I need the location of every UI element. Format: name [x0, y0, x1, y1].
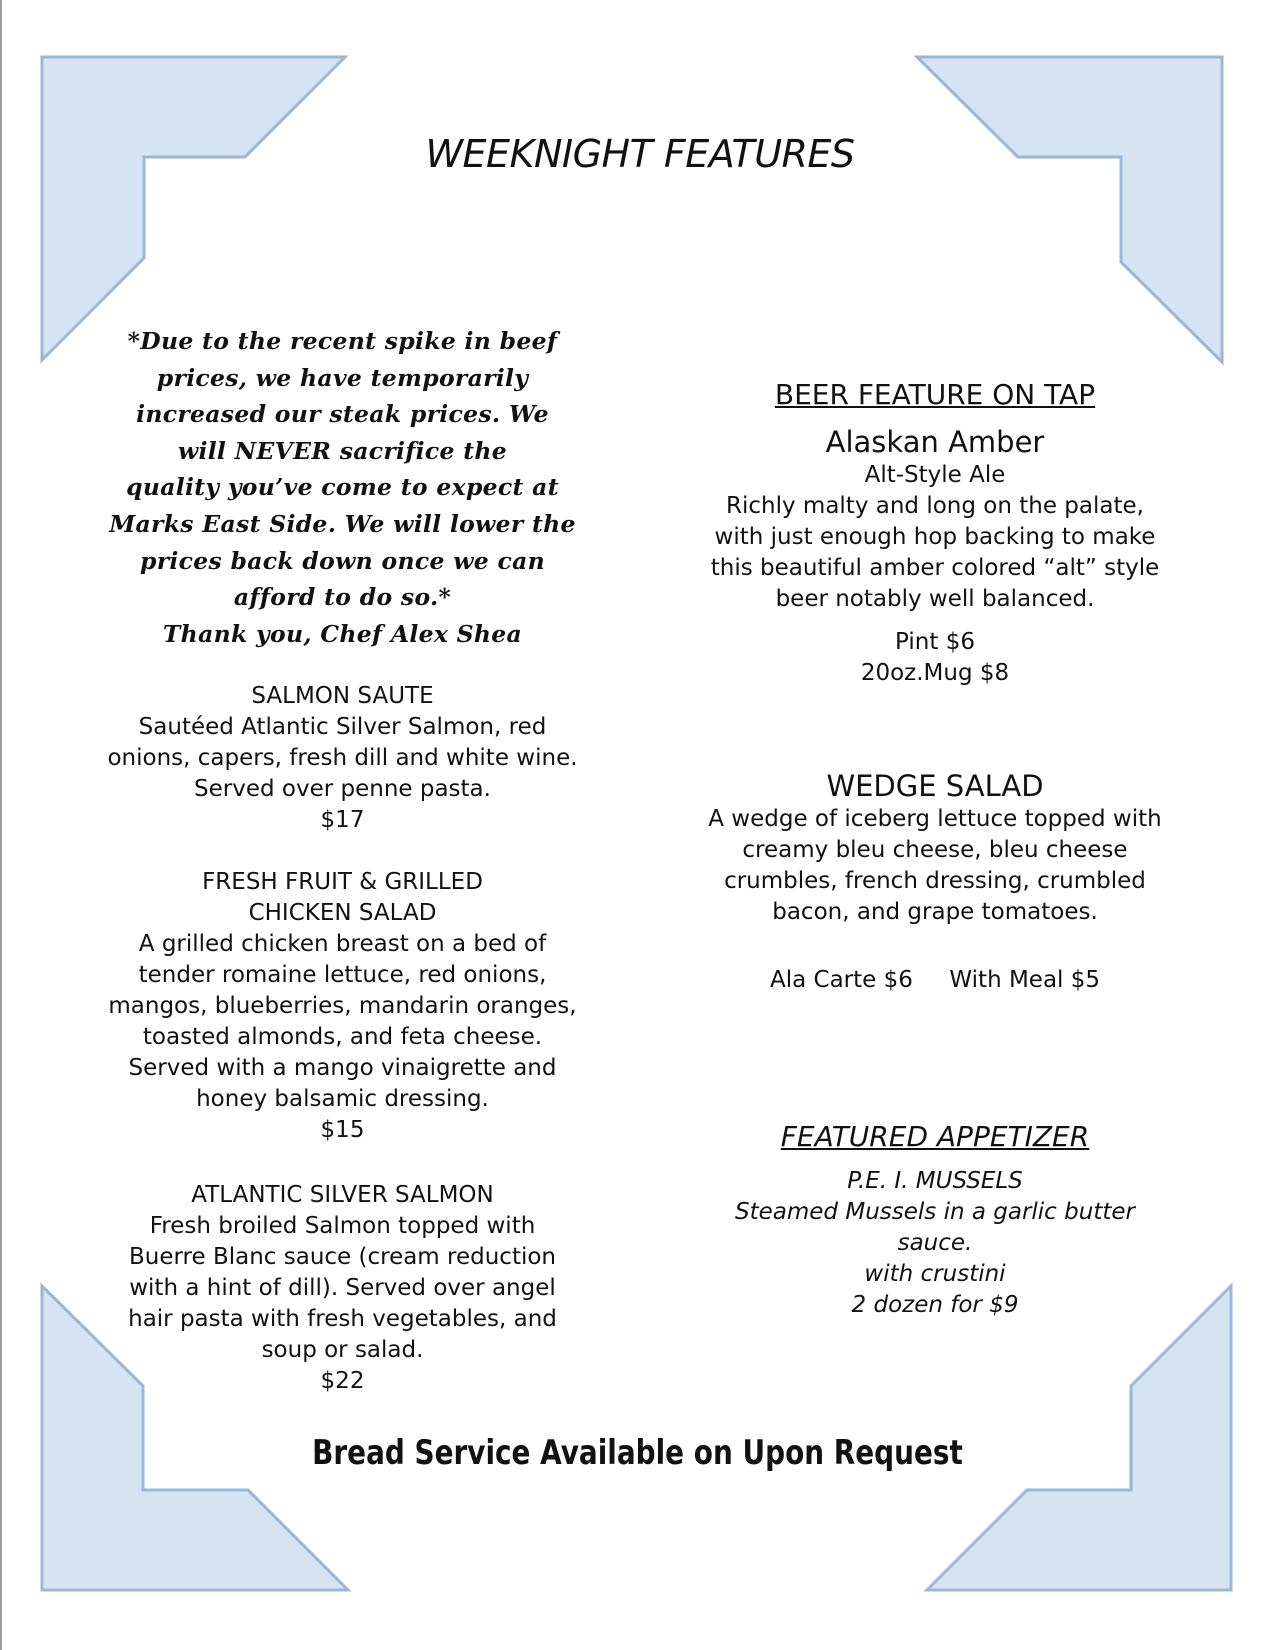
item-name: CHICKEN SALAD [248, 900, 437, 926]
item-desc-line: soup or salad. [261, 1337, 424, 1363]
beer-desc-line: beer notably well balanced. [775, 586, 1095, 612]
beer-heading: BEER FEATURE ON TAP [774, 378, 1096, 411]
item-name: SALMON SAUTE [251, 683, 434, 709]
appetizer-desc-line: sauce. [897, 1230, 973, 1256]
corner-top-right [917, 57, 1222, 362]
menu-item-salmon-saute [60, 681, 625, 836]
wedge-price-line: Ala Carte $6 With Meal $5 [769, 967, 1101, 993]
item-price: $22 [320, 1368, 365, 1394]
appetizer-name: P.E. I. MUSSELS [847, 1168, 1023, 1194]
item-desc-line: Sautéed Atlantic Silver Salmon, red [138, 714, 547, 740]
item-desc-line: onions, capers, fresh dill and white wine. [107, 745, 578, 771]
beer-style: Alt-Style Ale [864, 462, 1006, 488]
appetizer-price: 2 dozen for $9 [851, 1292, 1019, 1318]
item-desc-line: with a hint of dill). Served over angel [129, 1275, 556, 1301]
wedge-desc-line: creamy bleu cheese, bleu cheese [742, 837, 1128, 863]
notice-line: will NEVER sacrifice the [177, 436, 508, 465]
notice-line: prices, we have temporarily [156, 363, 529, 392]
item-desc-line: Buerre Blanc sauce (cream reduction [128, 1244, 557, 1270]
beer-desc-line: this beautiful amber colored “alt” style [710, 555, 1160, 581]
notice-line: afford to do so.* [233, 583, 452, 612]
bread-service-footer: Bread Service Available on Upon Request [312, 1433, 963, 1473]
beer-name: Alaskan Amber [825, 425, 1045, 459]
menu-item-atlantic-silver-salmon [60, 1180, 625, 1397]
item-name: FRESH FRUIT & GRILLED [202, 869, 483, 895]
corner-top-left [42, 57, 345, 360]
appetizer-desc-line: with crustini [864, 1261, 1006, 1287]
item-name: ATLANTIC SILVER SALMON [191, 1182, 494, 1208]
wedge-desc-line: A wedge of iceberg lettuce topped with [708, 806, 1162, 832]
page-title: WEEKNIGHT FEATURES [425, 132, 855, 176]
notice-line: Marks East Side. We will lower the [109, 509, 576, 538]
wedge-desc-line: crumbles, french dressing, crumbled [724, 868, 1146, 894]
item-desc-line: Served with a mango vinaigrette and [128, 1055, 557, 1081]
wedge-desc-line: bacon, and grape tomatoes. [772, 899, 1098, 925]
item-price: $15 [320, 1117, 365, 1143]
beer-feature [650, 378, 1220, 689]
notice-line: quality you’ve come to expect at [126, 473, 559, 502]
notice-signature: Thank you, Chef Alex Shea [162, 619, 523, 648]
appetizer-heading: FEATURED APPETIZER [780, 1120, 1090, 1153]
item-desc-line: Fresh broiled Salmon topped with [149, 1213, 536, 1239]
item-desc-line: tender romaine lettuce, red onions, [138, 962, 547, 988]
item-desc-line: hair pasta with fresh vegetables, and [128, 1306, 557, 1332]
item-desc-line: mangos, blueberries, mandarin oranges, [108, 993, 577, 1019]
appetizer-desc-line: Steamed Mussels in a garlic butter [735, 1199, 1135, 1225]
beer-price-pint: Pint $6 [895, 629, 975, 655]
notice-line: *Due to the recent spike in beef [127, 327, 558, 355]
item-desc-line: A grilled chicken breast on a bed of [138, 931, 547, 957]
beef-price-notice [60, 323, 625, 652]
item-price: $17 [320, 807, 365, 833]
item-desc-line: Served over penne pasta. [194, 776, 491, 802]
wedge-salad [650, 768, 1220, 996]
notice-line: prices back down once we can [139, 546, 546, 575]
item-desc-line: honey balsamic dressing. [196, 1086, 489, 1112]
wedge-salad-name: WEDGE SALAD [826, 769, 1044, 803]
beer-price-mug: 20oz.Mug $8 [860, 660, 1010, 686]
menu-item-fruit-chicken-salad [60, 867, 625, 1146]
featured-appetizer [650, 1120, 1220, 1321]
beer-desc-line: with just enough hop backing to make [714, 524, 1156, 550]
item-desc-line: toasted almonds, and feta cheese. [142, 1024, 543, 1050]
notice-line: increased our steak prices. We [136, 400, 549, 429]
beer-desc-line: Richly malty and long on the palate, [726, 493, 1144, 519]
